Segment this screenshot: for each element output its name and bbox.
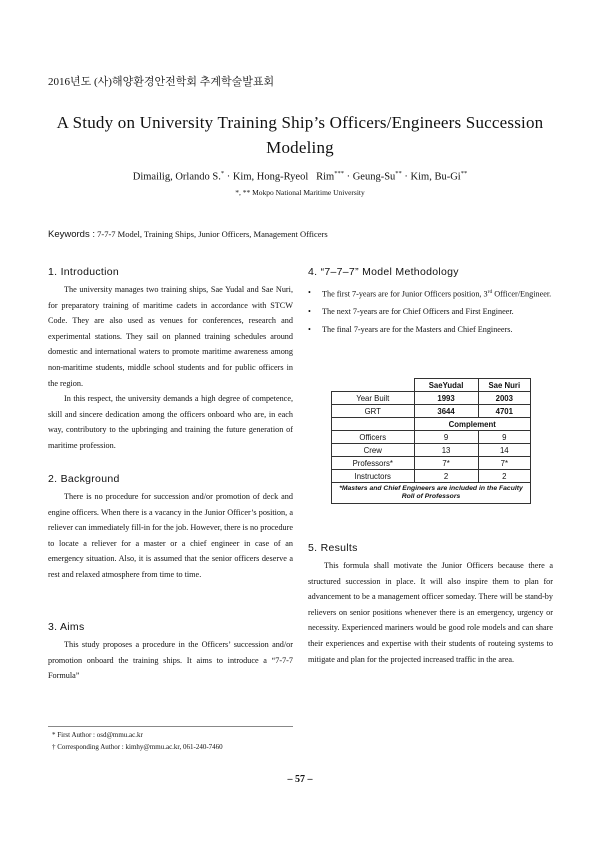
bullet-icon: • (308, 307, 311, 317)
cell-value: 2 (414, 470, 478, 483)
cell-value: 3644 (414, 405, 478, 418)
heading-methodology: 4. “7–7–7” Model Methodology (308, 266, 459, 278)
author-3: · Geung-Su (343, 171, 396, 183)
table-note: *Masters and Chief Engineers are included in the Faculty Roll of Professors (332, 483, 531, 504)
table-row (332, 470, 531, 483)
author-4: · Kim, Bu-Gi (401, 171, 461, 183)
row-label: Instructors (332, 470, 415, 483)
methodology-item-2-text: The next 7-years are for Chief Officers and First Engineer. (322, 307, 514, 317)
author-line (0, 170, 600, 183)
methodology-item (308, 304, 553, 320)
paper-title: A Study on University Training Ship’s Officers/Engineers Succession Modeling (56, 113, 544, 157)
heading-background: 2. Background (48, 473, 120, 485)
table-header-saenuri: Sae Nuri (478, 379, 530, 392)
methodology-item-3-text: The final 7-years are for the Masters and Chief Engineers. (322, 324, 513, 334)
cell-value: 9 (414, 431, 478, 444)
conference-header: 2016년도 (사)해양환경안전학회 추계학술발표회 (48, 76, 275, 88)
row-label: GRT (332, 405, 415, 418)
row-label: Officers (332, 431, 415, 444)
table-row (332, 405, 531, 418)
heading-aims: 3. Aims (48, 621, 85, 633)
training-ship-table (331, 378, 531, 504)
table-header-saeyudal: SaeYudal (414, 379, 478, 392)
row-label: Professors* (332, 457, 415, 470)
cell-value: 1993 (414, 392, 478, 405)
row-label: Year Built (332, 392, 415, 405)
table-row (332, 418, 531, 431)
methodology-item-1-tail: Officer/Engineer. (492, 289, 552, 299)
cell-value: 7* (478, 457, 530, 470)
cell-value: 9 (478, 431, 530, 444)
heading-introduction: 1. Introduction (48, 266, 120, 278)
author-1-mark: * (220, 170, 225, 177)
row-label (332, 418, 415, 431)
cell-value: 7* (414, 457, 478, 470)
heading-results: 5. Results (308, 542, 358, 554)
aims-paragraph: This study proposes a procedure in the Officers’ succession and/or promotion onboard the training ships. It aims to introduce a “7-7-7 Formula” (48, 640, 293, 681)
row-label: Crew (332, 444, 415, 457)
complement-header: Complement (414, 418, 531, 431)
cell-value: 14 (478, 444, 530, 457)
ordinal-suffix: rd (487, 289, 493, 295)
author-3-mark: ** (395, 170, 402, 177)
background-body (48, 489, 293, 583)
background-paragraph: There is no procedure for succession and/or promotion of deck and engine officers. When there is a vacancy in the Junior Officer’s position, a reliever can immediately fill-in for the job. However, there is no procedure to locate a reliever for a master or a chief engineer in case of an emergency situation. Also, it is assumed that the senior officers deserve a rest and relaxed atmosphere from time to time. (48, 492, 293, 579)
table-row (332, 444, 531, 457)
introduction-body (48, 282, 293, 454)
author-2-mark: *** (334, 170, 344, 177)
bullet-icon: • (308, 288, 311, 297)
table-note-row (332, 483, 531, 504)
cell-value: 2003 (478, 392, 530, 405)
bullet-icon: • (308, 324, 311, 334)
methodology-item-1-text: The first 7-years are for Junior Officers position, 3 (322, 289, 488, 299)
cell-value: 13 (414, 444, 478, 457)
author-1: Dimailig, Orlando S. (132, 171, 221, 183)
keywords (48, 229, 328, 240)
table-corner-cell (332, 379, 415, 392)
introduction-paragraph-2: In this respect, the university demands a high degree of competence, skill and sincere dedication among the officers onboard who are, in each way, contributory to the upbringing and training the future generation of maritime profession. (48, 394, 293, 450)
cell-value: 4701 (478, 405, 530, 418)
author-2-surname: Rim (316, 171, 335, 183)
table-row (332, 392, 531, 405)
methodology-item (308, 322, 553, 338)
table-header-row (332, 379, 531, 392)
author-4-mark: ** (460, 170, 468, 177)
table-row (332, 431, 531, 444)
cell-value: 2 (478, 470, 530, 483)
results-paragraph: This formula shall motivate the Junior Officers because there a structured succession in place. It will also inspire them to plan for advancement to be a management officer someday. There will be stand-by relievers on senior positions whenever there is an emergency, urgency or necessity. Experienced mariners would be good role models and can share their experiences and expertise with their students of routeing systems to mitigate and plan for the projected increased traffic in the area. (308, 561, 553, 664)
footnote-first-author: * First Author : osd@mmu.ac.kr (52, 731, 143, 739)
methodology-item (308, 285, 553, 302)
author-2: · Kim, Hong-Ryeol (224, 171, 309, 183)
table-row (332, 457, 531, 470)
methodology-list (308, 285, 553, 339)
keywords-label: Keywords : (48, 229, 95, 240)
page-number: – 57 – (287, 774, 313, 785)
results-body (308, 558, 553, 667)
footnote-divider (48, 726, 293, 727)
introduction-paragraph-1: The university manages two training ships, Sae Yudal and Sae Nuri, for preparatory training of maritime cadets in accordance with STCW Code. They are also used as venues for conferences, research and experimental stations. They sail on planned training schedules around domestic and international waters to promote maritime awareness among non-maritime students, middle school students and for public officers in the region. (48, 285, 293, 388)
affiliation: *, ** Mokpo National Maritime University (235, 188, 365, 197)
keywords-value: 7-7-7 Model, Training Ships, Junior Officers, Management Officers (97, 229, 328, 239)
aims-body (48, 637, 293, 684)
footnote-corresponding-author: † Corresponding Author : kimhy@mmu.ac.kr, 061-240-7460 (52, 743, 223, 751)
